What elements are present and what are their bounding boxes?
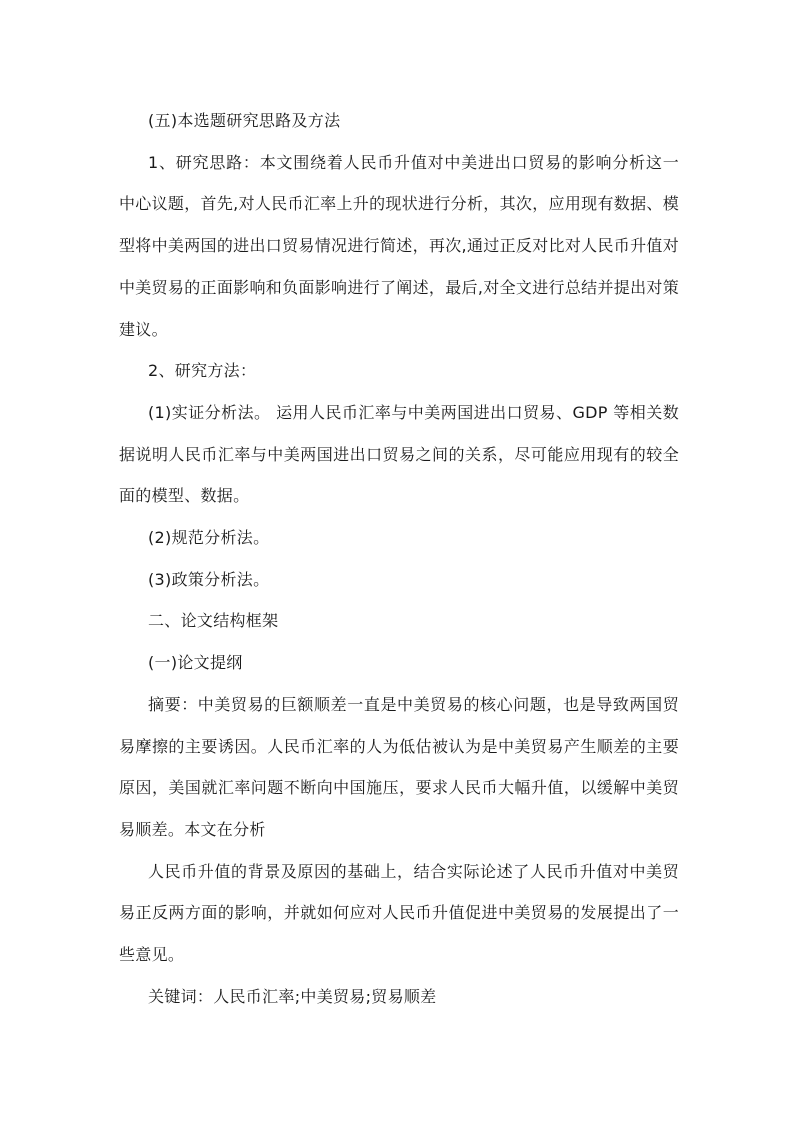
document-body bbox=[119, 100, 679, 1017]
paragraph-research-approach: 1、研究思路：本文围绕着人民币升值对中美进出口贸易的影响分析这一中心议题，首先,对人民币汇率上升的现状进行分析，其次，应用现有数据、模型将中美两国的进出口贸易情况进行简述，再次,通过正反对比对人民币升值对中美贸易的正面影响和负面影响进行了阐述，最后,对全文进行总结并提出对策建议。 bbox=[119, 152, 679, 339]
paragraph-keywords: 关键词：人民币汇率;中美贸易;贸易顺差 bbox=[148, 986, 437, 1006]
paragraph-abstract-continued: 人民币升值的背景及原因的基础上，结合实际论述了人民币升值对中美贸易正反两方面的影响，并就如何应对人民币升值促进中美贸易的发展提出了一些意见。 bbox=[119, 861, 679, 965]
section-heading-thesis-structure: 二、论文结构框架 bbox=[148, 611, 279, 631]
paragraph-normative-analysis: (2)规范分析法。 bbox=[148, 528, 270, 548]
paragraph-empirical-analysis: (1)实证分析法。 运用人民币汇率与中美两国进出口贸易、GDP 等相关数据说明人民币汇率与中美两国进出口贸易之间的关系，尽可能应用现有的较全面的模型、数据。 bbox=[119, 402, 679, 506]
paragraph-research-methods-heading: 2、研究方法： bbox=[148, 361, 257, 381]
paragraph-policy-analysis: (3)政策分析法。 bbox=[148, 569, 270, 589]
section-heading-thesis-outline: (一)论文提纲 bbox=[148, 653, 243, 673]
section-heading-research-approach: (五)本选题研究思路及方法 bbox=[148, 111, 341, 130]
paragraph-abstract: 摘要：中美贸易的巨额顺差一直是中美贸易的核心问题，也是导致两国贸易摩擦的主要诱因。人民币汇率的人为低估被认为是中美贸易产生顺差的主要原因，美国就汇率问题不断向中国施压，要求人民币大幅升值，以缓解中美贸易顺差。本文在分析 bbox=[119, 694, 679, 839]
